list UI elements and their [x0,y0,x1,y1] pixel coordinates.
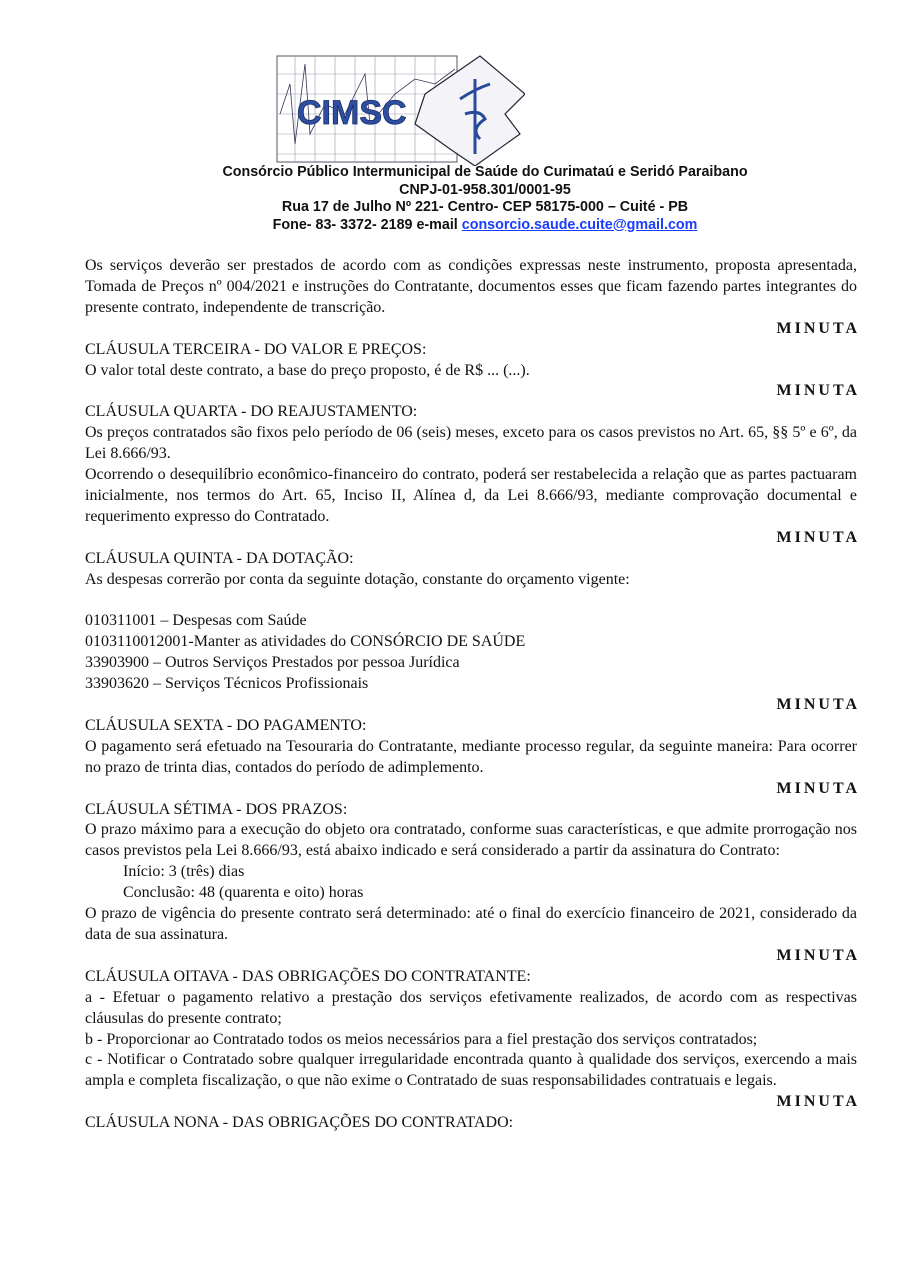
budget-item: 33903620 – Serviços Técnicos Profissionais [85,675,369,693]
cimsc-logo [275,54,525,166]
address: Rua 17 de Julho Nº 221- Centro- CEP 58175-000 – Cuité - PB [281,199,689,215]
paragraph: O prazo máximo para a execução do objeto ora contratado, conforme suas características, e que admite prorrogação nos casos previstos pela Lei 8.666/93, está abaixo indicado e será considerado a partir da assinatura do Contrato: [85,821,857,860]
svg-text:CIMSC: CIMSC [297,94,407,132]
minuta-mark: MINUTA [776,779,860,797]
deadline-start: Início: 3 (três) dias [123,863,245,881]
budget-item: 33903900 – Outros Serviços Prestados por pessoa Jurídica [85,654,460,672]
clause-heading: CLÁUSULA NONA - DAS OBRIGAÇÕES DO CONTRATADO: [85,1114,514,1132]
budget-item: 0103110012001-Manter as atividades do CONSÓRCIO DE SAÚDE [85,633,526,651]
clause-heading: CLÁUSULA SÉTIMA - DOS PRAZOS: [85,800,348,818]
paragraph: O pagamento será efetuado na Tesouraria do Contratante, mediante processo regular, da seguinte maneira: Para ocorrer no prazo de trinta dias, contados do período de adimplemento. [85,737,857,776]
paragraph: As despesas correrão por conta da seguinte dotação, constante do orçamento vigente: [85,570,630,588]
clause-heading: CLÁUSULA QUARTA - DO REAJUSTAMENTO: [85,403,418,421]
paragraph: O valor total deste contrato, a base do preço proposto, é de R$ ... (...). [85,361,530,379]
paragraph: Ocorrendo o desequilíbrio econômico-financeiro do contrato, poderá ser restabelecida a relação que as partes pactuaram inicialmente, nos termos do Art. 65, Inciso II, Alínea d, da Lei 8.666/93, mediante comprovação documental e requerimento expresso do Contratado. [85,466,857,525]
minuta-mark: MINUTA [776,382,860,400]
email-link[interactable]: consorcio.saude.cuite@gmail.com [461,216,698,233]
clause-heading: CLÁUSULA QUINTA - DA DOTAÇÃO: [85,549,354,567]
budget-item: 010311001 – Despesas com Saúde [85,612,307,630]
minuta-mark: MINUTA [776,319,860,337]
minuta-mark: MINUTA [776,528,860,546]
document-body [85,256,860,1134]
clause-heading: CLÁUSULA SEXTA - DO PAGAMENTO: [85,716,367,734]
minuta-mark: MINUTA [776,1093,860,1111]
clause-heading: CLÁUSULA OITAVA - DAS OBRIGAÇÕES DO CONTRATANTE: [85,967,531,985]
paragraph: Os serviços deverão ser prestados de acordo com as condições expressas neste instrumento, proposta apresentada, Tomada de Preços nº 004/2021 e instruções do Contratante, documentos esses que ficam fazendo partes integrantes do presente contrato, independente de transcrição. [85,257,857,316]
letterhead [0,164,900,234]
minuta-mark: MINUTA [776,946,860,964]
minuta-mark: MINUTA [776,696,860,714]
deadline-end: Conclusão: 48 (quarenta e oito) horas [123,884,364,902]
cnpj: CNPJ-01-958.301/0001-95 [399,181,571,198]
org-name: Consórcio Público Intermunicipal de Saúde do Curimataú e Seridó Paraibano [222,164,748,180]
paragraph: Os preços contratados são fixos pelo período de 06 (seis) meses, exceto para os casos previstos no Art. 65, §§ 5º e 6º, da Lei 8.666/93. [85,424,857,463]
paragraph: O prazo de vigência do presente contrato será determinado: até o final do exercício financeiro de 2021, considerado da data de sua assinatura. [85,905,857,943]
contact: Fone- 83- 3372- 2189 e-mail consorcio.saude.cuite@gmail.com [272,216,698,233]
paragraph: c - Notificar o Contratado sobre qualquer irregularidade encontrada quanto à qualidade dos serviços, exercendo a mais ampla e completa fiscalização, o que não exime o Contratado de suas responsabilidades contratuais e legais. [85,1051,857,1090]
clause-heading: CLÁUSULA TERCEIRA - DO VALOR E PREÇOS: [85,340,427,358]
paragraph: a - Efetuar o pagamento relativo a prestação dos serviços efetivamente realizados, de acordo com as respectivas cláusulas do presente contrato; [85,988,857,1027]
paragraph: b - Proporcionar ao Contratado todos os meios necessários para a fiel prestação dos serviços contratados; [85,1030,758,1048]
